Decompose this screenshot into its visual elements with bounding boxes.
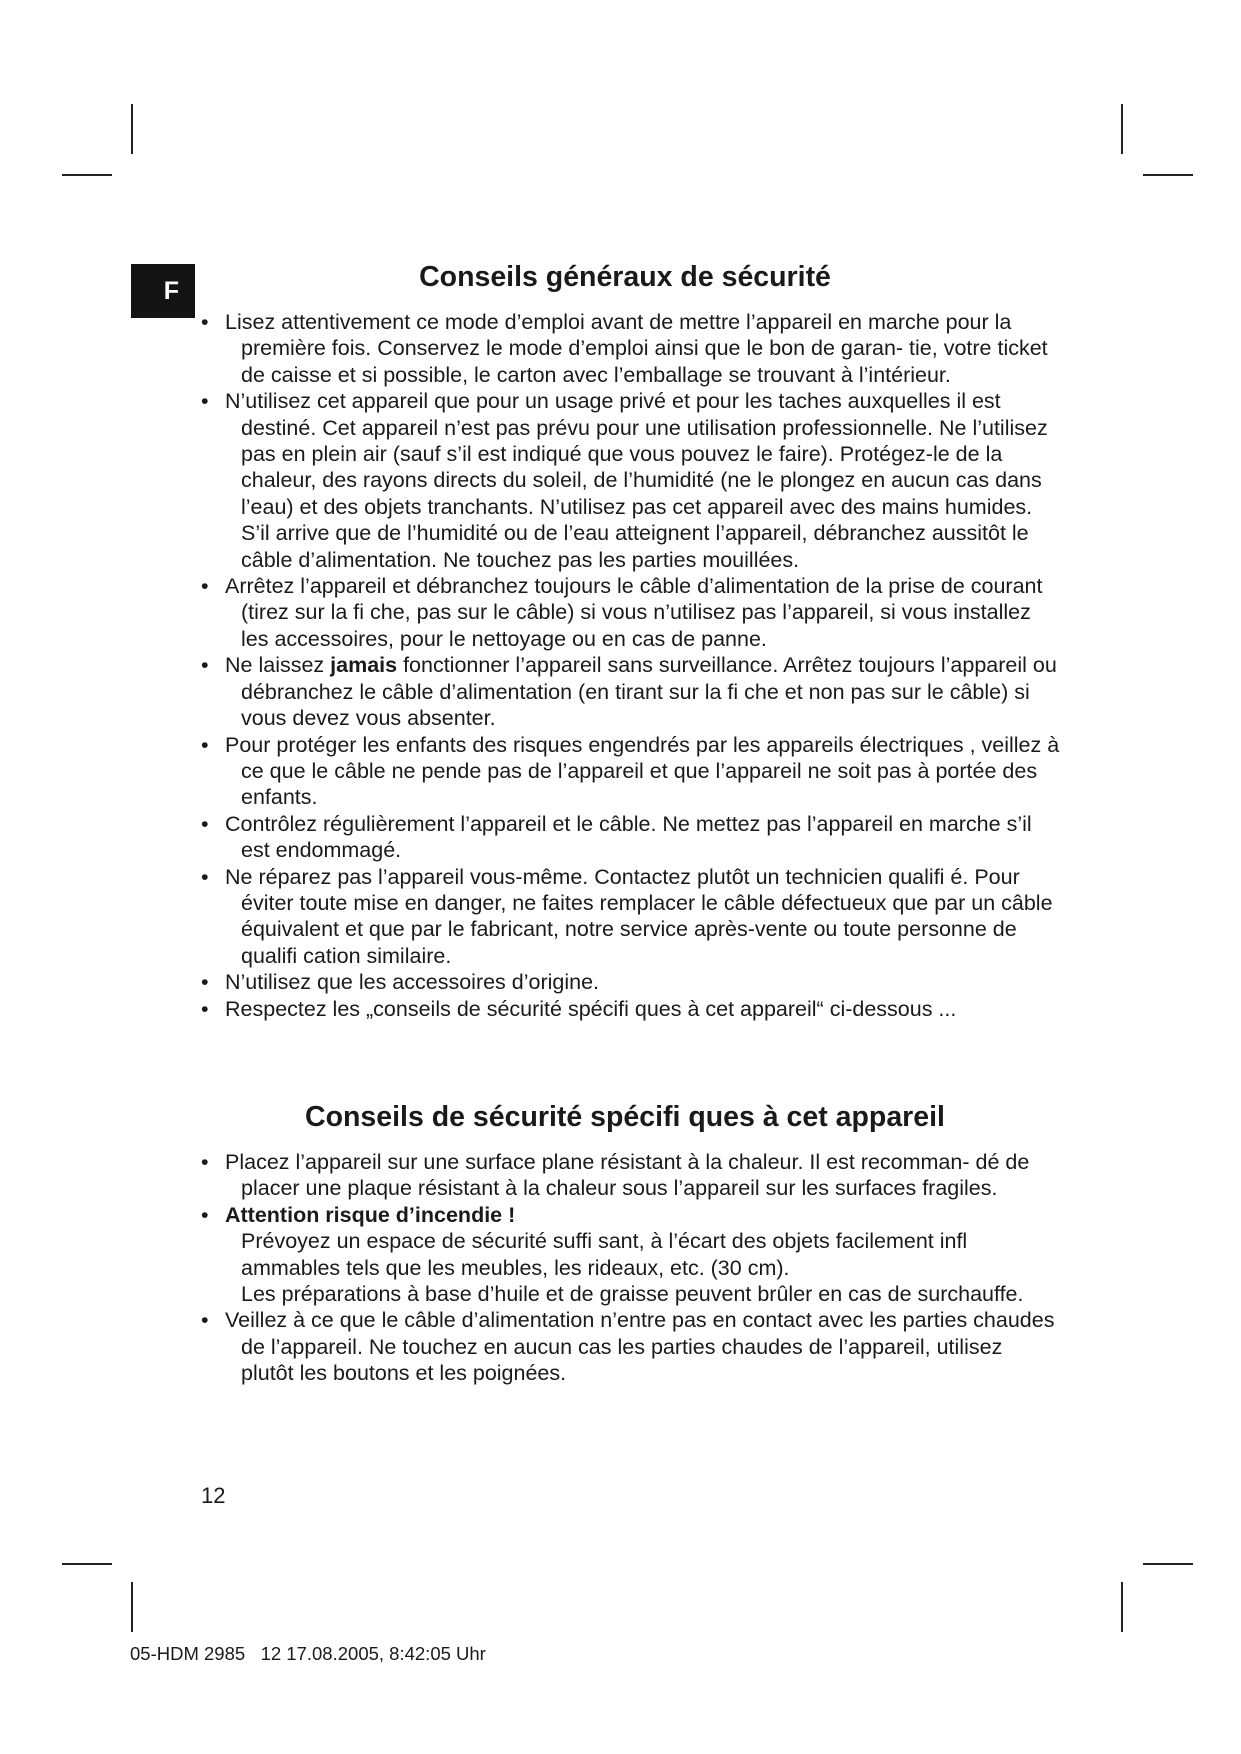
list-item-text: fonctionner l’appareil sans surveillance. Arrêtez toujours l’appareil ou débranchez le câble d’alimentation (en tirant sur la fi che et non pas sur le câble) si vous devez vous absenter. [241,653,1057,731]
list-item: • N’utilisez que les accessoires d’origine. [201,970,600,995]
list-item-text: Veillez à ce que le câble d’alimentation n’entre pas en contact avec les parties chaudes de l’appareil. Ne touchez en aucun cas les parties chaudes de l’appareil, utilisez plutôt les boutons et les poignées. [225,1308,1055,1386]
crop-mark-bottom-left-vertical [131,1582,133,1632]
list-item-text: Contrôlez régulièrement l’appareil et le câble. Ne mettez pas l’appareil en marche s’il est endommagé. [225,811,1032,863]
fire-warning-paragraph: Prévoyez un espace de sécurité suffi sant, à l’écart des objets facilement infl ammables tels que les meubles, les rideaux, etc. (30 cm). [241,1229,968,1280]
page-number: 12 [201,1483,226,1508]
print-footer: 05-HDM 2985 12 17.08.2005, 8:42:05 Uhr [130,1643,486,1664]
list-item-text: Ne laissez [225,653,331,678]
list-item-text: N’utilisez cet appareil que pour un usage privé et pour les taches auxquelles il est destiné. Cet appareil n’est pas prévu pour une utilisation professionnelle. Ne l’utilisez pas en plein air (sauf s’il est indiqué que vous pouvez le faire). Protégez-le de la chaleur, des rayons directs du soleil, de l’humidité (ne le plongez en aucun cas dans l’eau) et des objets tranchants. N’utilisez pas cet appareil avec des mains humides. S’il arrive que de l’humidité ou de l’eau atteignent l’appareil, débranchez aussitôt le câble d’alimentation. Ne touchez pas les parties mouillées. [225,389,1048,572]
list-item: • Pour protéger les enfants des risques engendrés par les appareils électriques , veillez à ce que le câble ne pende pas de l’appareil et que l’appareil ne soit pas à portée des enfants. [201,732,1060,810]
list-item-text: Placez l’appareil sur une surface plane résistant à la chaleur. Il est recomman- dé de placer une plaque résistant à la chaleur sous l’appareil sur les surfaces fragiles. [225,1150,1030,1201]
crop-mark-bottom-left-horizontal [62,1563,112,1565]
list-item-text: Pour protéger les enfants des risques engendrés par les appareils électriques , veillez à ce que le câble ne pende pas de l’appareil et que l’appareil ne soit pas à portée des enfants. [225,732,1060,810]
list-item: • Placez l’appareil sur une surface plane résistant à la chaleur. Il est recomman- dé de placer une plaque résistant à la chaleur sous l’appareil sur les surfaces fragiles. [201,1150,1030,1201]
list-item-text: Lisez attentivement ce mode d’emploi avant de mettre l’appareil en marche pour la première fois. Conservez le mode d’emploi ainsi que le bon de garan- tie, votre ticket de caisse et si possible, le carton avec l’emballage se trouvant à l’intérieur. [225,310,1048,387]
list-item: • Arrêtez l’appareil et débranchez toujours le câble d’alimentation de la prise de courant (tirez sur la fi che, pas sur le câble) si vous n’utilisez pas l’appareil, si vous installez les accessoires, pour le nettoyage ou en cas de panne. [201,574,1043,651]
list-item: • Ne laissez jamais fonctionner l’appareil sans surveillance. Arrêtez toujours l’appareil ou débranchez le câble d’alimentation (en tirant sur la fi che et non pas sur le câble) si vous devez vous absenter. [201,653,1057,731]
crop-mark-top-right-horizontal [1143,174,1193,176]
language-tab: F [131,264,195,318]
list-item: • N’utilisez cet appareil que pour un usage privé et pour les taches auxquelles il est destiné. Cet appareil n’est pas prévu pour une utilisation professionnelle. Ne l’utilisez pas en plein air (sauf s’il est indiqué que vous pouvez le faire). Protégez-le de la chaleur, des rayons directs du soleil, de l’humidité (ne le plongez en aucun cas dans l’eau) et des objets tranchants. N’utilisez pas cet appareil avec des mains humides. S’il arrive que de l’humidité ou de l’eau atteignent l’appareil, débranchez aussitôt le câble d’alimentation. Ne touchez pas les parties mouillées. [201,389,1048,572]
fire-warning-heading: Attention risque d’incendie ! [225,1202,516,1227]
section-title-general-safety: Conseils généraux de sécurité [419,261,831,293]
emphasis-text: jamais [330,653,398,678]
crop-mark-top-right-vertical [1121,104,1123,154]
list-item: • Veillez à ce que le câble d’alimentation n’entre pas en contact avec les parties chaudes de l’appareil. Ne touchez en aucun cas les parties chaudes de l’appareil, utilisez plutôt les boutons et les poignées. [201,1308,1055,1386]
list-item: • Contrôlez régulièrement l’appareil et le câble. Ne mettez pas l’appareil en marche s’il est endommagé. [201,811,1032,863]
list-item: • Respectez les „conseils de sécurité spécifi ques à cet appareil“ ci-dessous ... [201,996,957,1021]
crop-mark-bottom-right-vertical [1121,1582,1123,1632]
list-item-text: Ne réparez pas l’appareil vous-même. Contactez plutôt un technicien qualifi é. Pour éviter toute mise en danger, ne faites remplacer le câble défectueux que par un câble équivalent et que par le fabricant, notre service après-vente ou toute personne de qualifi cation similaire. [225,864,1053,968]
section-title-device-safety: Conseils de sécurité spécifi ques à cet appareil [305,1101,945,1133]
general-safety-list [200,309,1060,1022]
crop-mark-bottom-right-horizontal [1143,1563,1193,1565]
fire-warning-paragraph: Les préparations à base d’huile et de graisse peuvent brûler en cas de surchauffe. [241,1282,1024,1307]
list-item: • Lisez attentivement ce mode d’emploi avant de mettre l’appareil en marche pour la première fois. Conservez le mode d’emploi ainsi que le bon de garan- tie, votre ticket de caisse et si possible, le carton avec l’emballage se trouvant à l’intérieur. [201,310,1048,387]
device-safety-list [200,1149,1060,1387]
crop-mark-top-left-vertical [131,104,133,154]
list-item: • Ne réparez pas l’appareil vous-même. Contactez plutôt un technicien qualifi é. Pour éviter toute mise en danger, ne faites remplacer le câble défectueux que par un câble équivalent et que par le fabricant, notre service après-vente ou toute personne de qualifi cation similaire. [201,864,1053,968]
list-item-text: Respectez les „conseils de sécurité spécifi ques à cet appareil“ ci-dessous ... [225,996,957,1021]
list-item: • Attention risque d’incendie ! Prévoyez un espace de sécurité suffi sant, à l’écart des objets facilement infl ammables tels que les meubles, les rideaux, etc. (30 cm). Les préparations à base d’huile et de graisse peuvent brûler en cas de surchauffe. [200,1202,1060,1308]
list-item-text: Arrêtez l’appareil et débranchez toujours le câble d’alimentation de la prise de courant (tirez sur la fi che, pas sur le câble) si vous n’utilisez pas l’appareil, si vous installez les accessoires, pour le nettoyage ou en cas de panne. [225,574,1043,651]
crop-mark-top-left-horizontal [62,174,112,176]
list-item-text: N’utilisez que les accessoires d’origine. [225,970,600,995]
